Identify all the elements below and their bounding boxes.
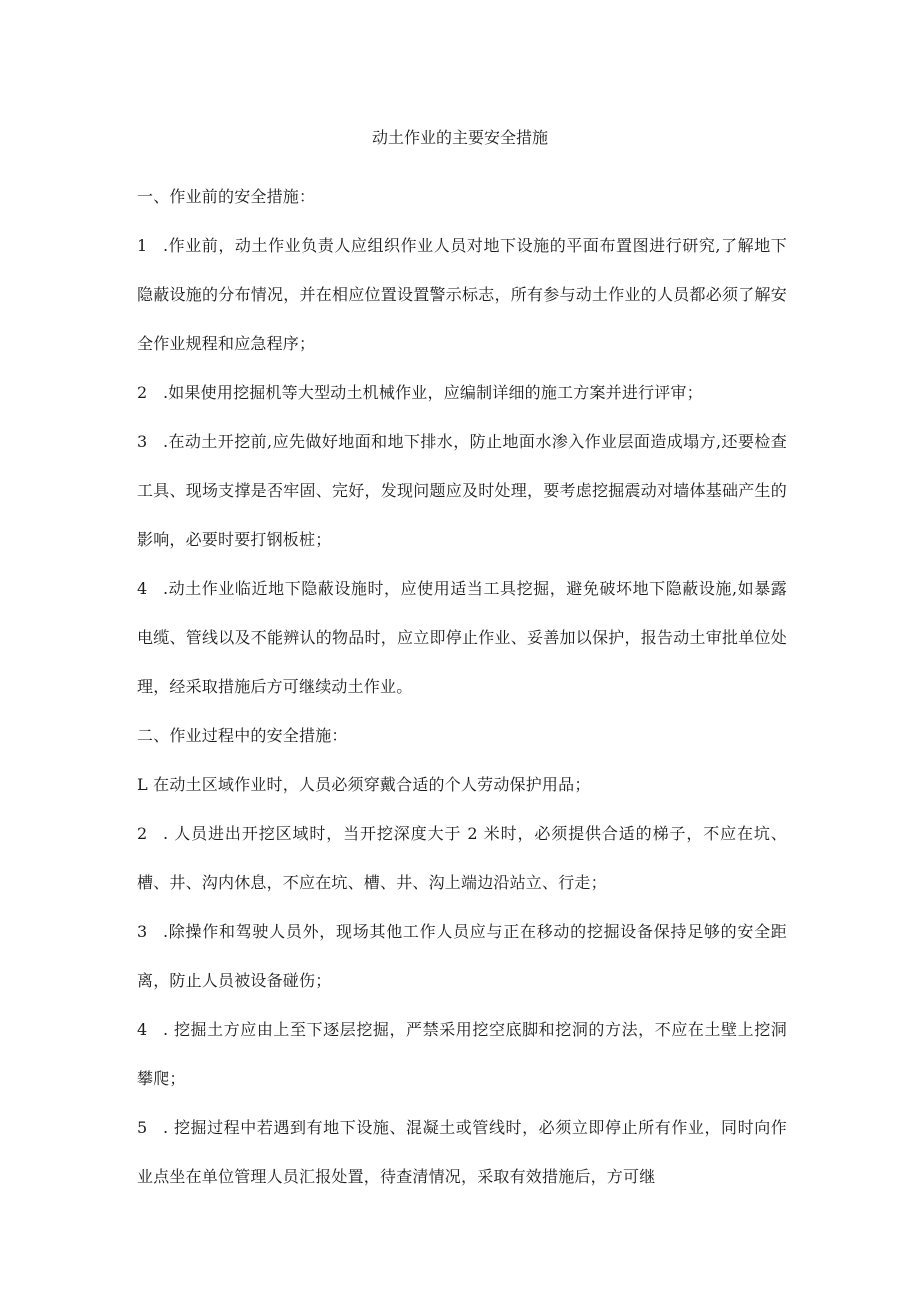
item-number: 2 <box>137 824 148 843</box>
item-text: . 人员进出开挖区域时，当开挖深度大于 2 米时，必须提供合适的梯子，不应在坑、槽、井、沟内休息，不应在坑、槽、井、沟上端边沿站立、行走； <box>137 824 787 892</box>
item-text: .作业前，动土作业负责人应组织作业人员对地下设施的平面布置图进行研究,了解地下隐蔽设施的分布情况，并在相应位置设置警示标志，所有参与动土作业的人员都必须了解安全作业规程和应急程序； <box>137 236 787 353</box>
item-number: L <box>137 775 148 794</box>
item-text: .如果使用挖掘机等大型动土机械作业，应编制详细的施工方案并进行评审； <box>163 383 703 402</box>
document-body <box>137 172 787 1201</box>
list-item <box>137 1005 787 1103</box>
item-number: 5 <box>137 1118 148 1137</box>
list-item <box>137 417 787 564</box>
list-item <box>137 368 787 417</box>
list-item <box>137 1103 787 1201</box>
document-title: 动土作业的主要安全措施 <box>371 128 548 147</box>
item-text: . 挖掘土方应由上至下逐层挖掘，严禁采用挖空底脚和挖洞的方法，不应在土壁上挖洞攀爬； <box>137 1020 787 1088</box>
list-item <box>137 809 787 907</box>
list-item <box>137 221 787 368</box>
item-text: . 挖掘过程中若遇到有地下设施、混凝土或管线时，必须立即停止所有作业，同时向作业点坐在单位管理人员汇报处置，待查清情况，采取有效措施后，方可继 <box>137 1118 787 1186</box>
item-text: .在动土开挖前,应先做好地面和地下排水，防止地面水渗入作业层面造成塌方,还要检查工具、现场支撑是否牢固、完好，发现问题应及时处理，要考虑挖掘震动对墙体基础产生的影响，必要时要打钢板桩； <box>137 432 787 549</box>
item-number: 1 <box>137 236 148 255</box>
section-heading: 一、作业前的安全措施： <box>137 187 316 206</box>
list-item <box>137 907 787 1005</box>
item-number: 4 <box>137 579 148 598</box>
item-number: 3 <box>137 922 148 941</box>
item-text: .动土作业临近地下隐蔽设施时，应使用适当工具挖掘，避免破坏地下隐蔽设施,如暴露电缆、管线以及不能辨认的物品时，应立即停止作业、妥善加以保护，报告动土审批单位处理，经采取措施后方可继续动土作业。 <box>137 579 787 696</box>
item-text: 在动土区域作业时，人员必须穿戴合适的个人劳动保护用品； <box>153 775 591 794</box>
list-item <box>137 760 787 809</box>
item-number: 2 <box>137 383 148 402</box>
section-heading: 二、作业过程中的安全措施： <box>137 726 348 745</box>
item-text: .除操作和驾驶人员外，现场其他工作人员应与正在移动的挖掘设备保持足够的安全距离，防止人员被设备碰伤； <box>137 922 787 990</box>
item-number: 3 <box>137 432 148 451</box>
list-item <box>137 564 787 711</box>
item-number: 4 <box>137 1020 148 1039</box>
